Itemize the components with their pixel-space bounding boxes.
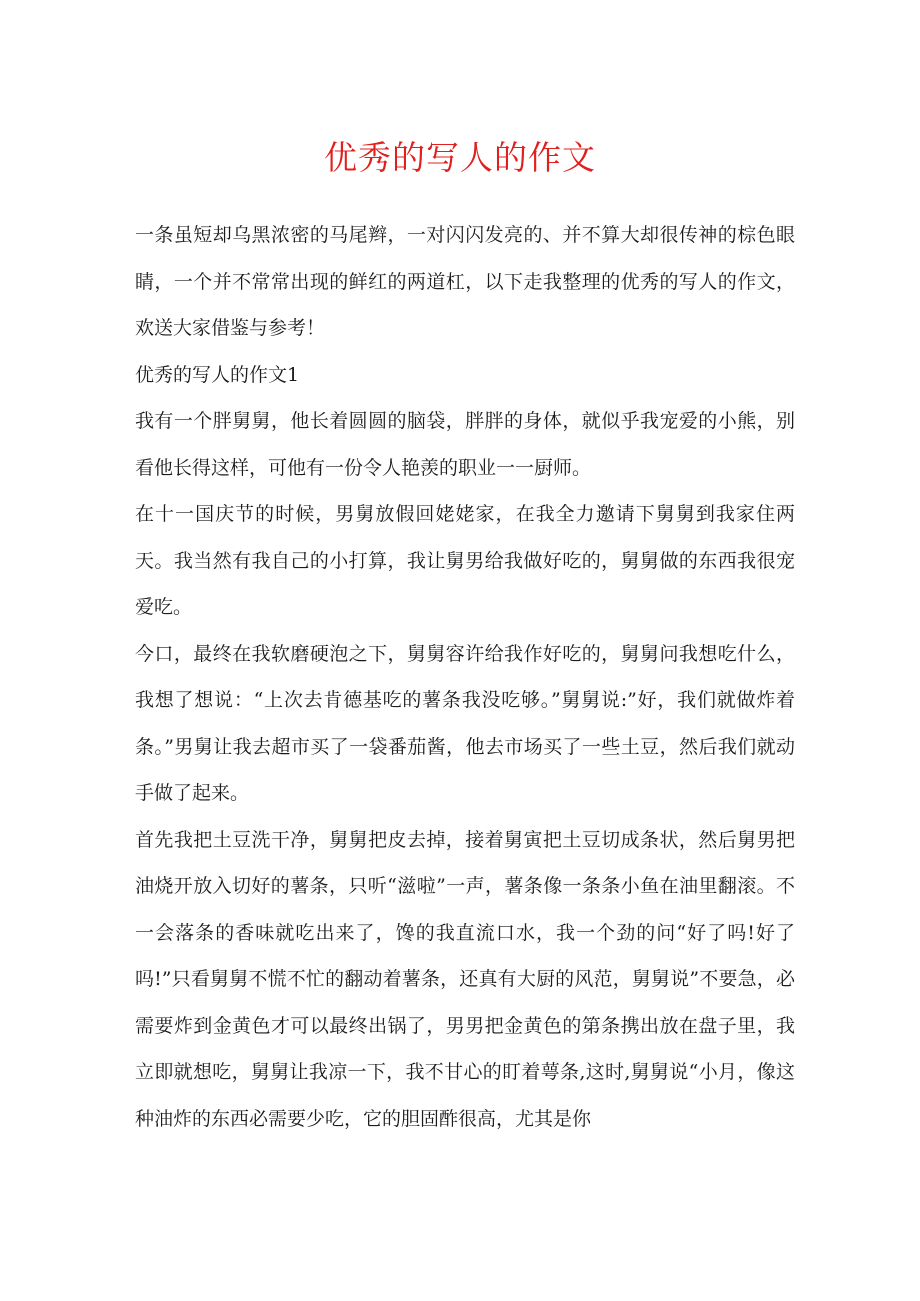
section-heading: 优秀的写人的作文1: [135, 363, 300, 386]
document-title: 优秀的写人的作文: [324, 138, 596, 177]
document-body: [135, 212, 795, 1142]
intro-paragraph: 一条虽短却乌黑浓密的马尾辫，一对闪闪发亮的、并不算大却很传神的棕色眼睛，一个并不常常出现的鲜红的两道杠，以下走我整理的优秀的写人的作文，欢送大家借鉴与参考！: [135, 224, 795, 339]
body-paragraph: 首先我把土豆洗干净，舅舅把皮去掉，接着舅寅把土豆切成条状，然后舅男把油烧开放入切好的薯条，只听“滋啦”一声，薯条像一条条小鱼在油里翻滚。不一会落条的香味就吃出来了，馋的我直流口水，我一个劲的问“好了吗!好了吗!”只看舅舅不慌不忙的翻动着薯条，还真有大厨的风范，舅舅说”不要急，必需要炸到金黄色才可以最终出锅了，男男把金黄色的第条携出放在盘子里，我立即就想吃，舅舅让我凉一下，我不甘心的盯着萼条,这时,舅舅说“小月，像这种油炸的东西必需要少吃，它的胆固酢很高，尤其是你: [135, 828, 795, 1130]
body-paragraph: 今口，最终在我软磨硬泡之下，舅舅容许给我作好吃的，舅舅问我想吃什么，我想了想说：“上次去肯德基吃的薯条我没吃够。”舅舅说:”好，我们就做炸着条。”男舅让我去超市买了一袋番茄酱，他去市场买了一些土豆，然后我们就动手做了起来。: [135, 642, 795, 804]
body-paragraph: 在十一国庆节的时候，男舅放假回姥姥家，在我全力邀请下舅舅到我家住两天。我当然有我自己的小打算，我让舅男给我做好吃的，舅舅做的东西我很宠爱吃。: [135, 503, 795, 618]
body-paragraph: 我有一个胖舅舅，他长着圆圆的脑袋，胖胖的身体，就似乎我宠爱的小熊，别看他长得这样，可他有一份令人艳羡的职业一一厨师。: [135, 410, 795, 479]
